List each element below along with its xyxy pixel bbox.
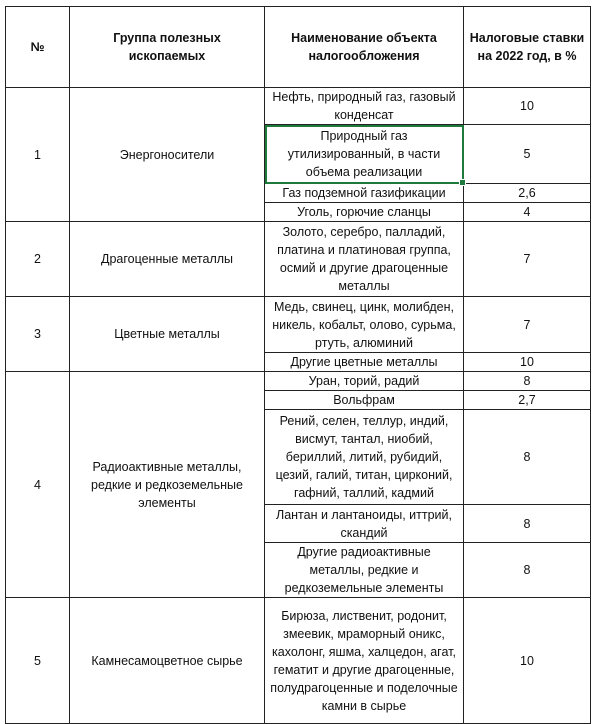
group-name[interactable]: Радиоактивные металлы, редкие и редкоземельные элементы [70, 372, 265, 598]
header-group[interactable]: Группа полезных ископаемых [70, 7, 265, 88]
object-cell[interactable]: Медь, свинец, цинк, молибден, никель, кобальт, олово, сурьма, ртуть, алюминий [265, 297, 464, 353]
object-cell[interactable]: Уран, торий, радий [265, 372, 464, 391]
table-row [6, 372, 591, 391]
rate-cell[interactable]: 2,6 [464, 184, 591, 203]
object-cell-selected[interactable] [265, 125, 464, 184]
rate-cell[interactable]: 10 [464, 88, 591, 125]
header-object[interactable]: Наименование объекта налогообложения [265, 7, 464, 88]
object-cell[interactable]: Другие цветные металлы [265, 353, 464, 372]
object-cell[interactable]: Лантан и лантаноиды, иттрий, скандий [265, 505, 464, 543]
object-cell[interactable]: Бирюза, лиственит, родонит, змеевик, мраморный оникс, кахолонг, яшма, халцедон, агат, гематит и другие драгоценные, полудрагоценные и поделочные камни в сырье [265, 598, 464, 724]
object-cell[interactable]: Другие радиоактивные металлы, редкие и редкоземельные элементы [265, 543, 464, 598]
tax-rates-table [5, 6, 591, 724]
group-name[interactable]: Энергоносители [70, 88, 265, 222]
fill-handle[interactable] [459, 179, 466, 186]
header-row [6, 7, 591, 88]
object-cell[interactable]: Уголь, горючие сланцы [265, 203, 464, 222]
rate-cell[interactable]: 8 [464, 410, 591, 505]
object-cell[interactable]: Нефть, природный газ, газовый конденсат [265, 88, 464, 125]
header-num[interactable]: № [6, 7, 70, 88]
group-number[interactable]: 4 [6, 372, 70, 598]
rate-cell[interactable]: 10 [464, 353, 591, 372]
table-row [6, 88, 591, 125]
rate-cell[interactable]: 2,7 [464, 391, 591, 410]
group-number[interactable]: 5 [6, 598, 70, 724]
table-row [6, 297, 591, 353]
rate-cell[interactable]: 7 [464, 297, 591, 353]
rate-cell[interactable]: 10 [464, 598, 591, 724]
group-name[interactable]: Цветные металлы [70, 297, 265, 372]
rate-cell[interactable]: 7 [464, 222, 591, 297]
group-number[interactable]: 3 [6, 297, 70, 372]
object-cell-text: Природный газ утилизированный, в части объема реализации [287, 129, 441, 179]
rate-cell[interactable]: 8 [464, 505, 591, 543]
group-name[interactable]: Драгоценные металлы [70, 222, 265, 297]
object-cell[interactable]: Газ подземной газификации [265, 184, 464, 203]
group-name[interactable]: Камнесамоцветное сырье [70, 598, 265, 724]
rate-cell[interactable]: 8 [464, 372, 591, 391]
table-row [6, 222, 591, 297]
group-number[interactable]: 2 [6, 222, 70, 297]
object-cell[interactable]: Рений, селен, теллур, индий, висмут, тантал, ниобий, бериллий, литий, рубидий, цезий, галий, титан, цирконий, гафний, таллий, кадмий [265, 410, 464, 505]
object-cell[interactable]: Вольфрам [265, 391, 464, 410]
header-rate[interactable]: Налоговые ставки на 2022 год, в % [464, 7, 591, 88]
rate-cell[interactable]: 4 [464, 203, 591, 222]
table-row [6, 598, 591, 724]
rate-cell[interactable]: 5 [464, 125, 591, 184]
rate-cell[interactable]: 8 [464, 543, 591, 598]
object-cell[interactable]: Золото, серебро, палладий, платина и платиновая группа, осмий и другие драгоценные металлы [265, 222, 464, 297]
group-number[interactable]: 1 [6, 88, 70, 222]
